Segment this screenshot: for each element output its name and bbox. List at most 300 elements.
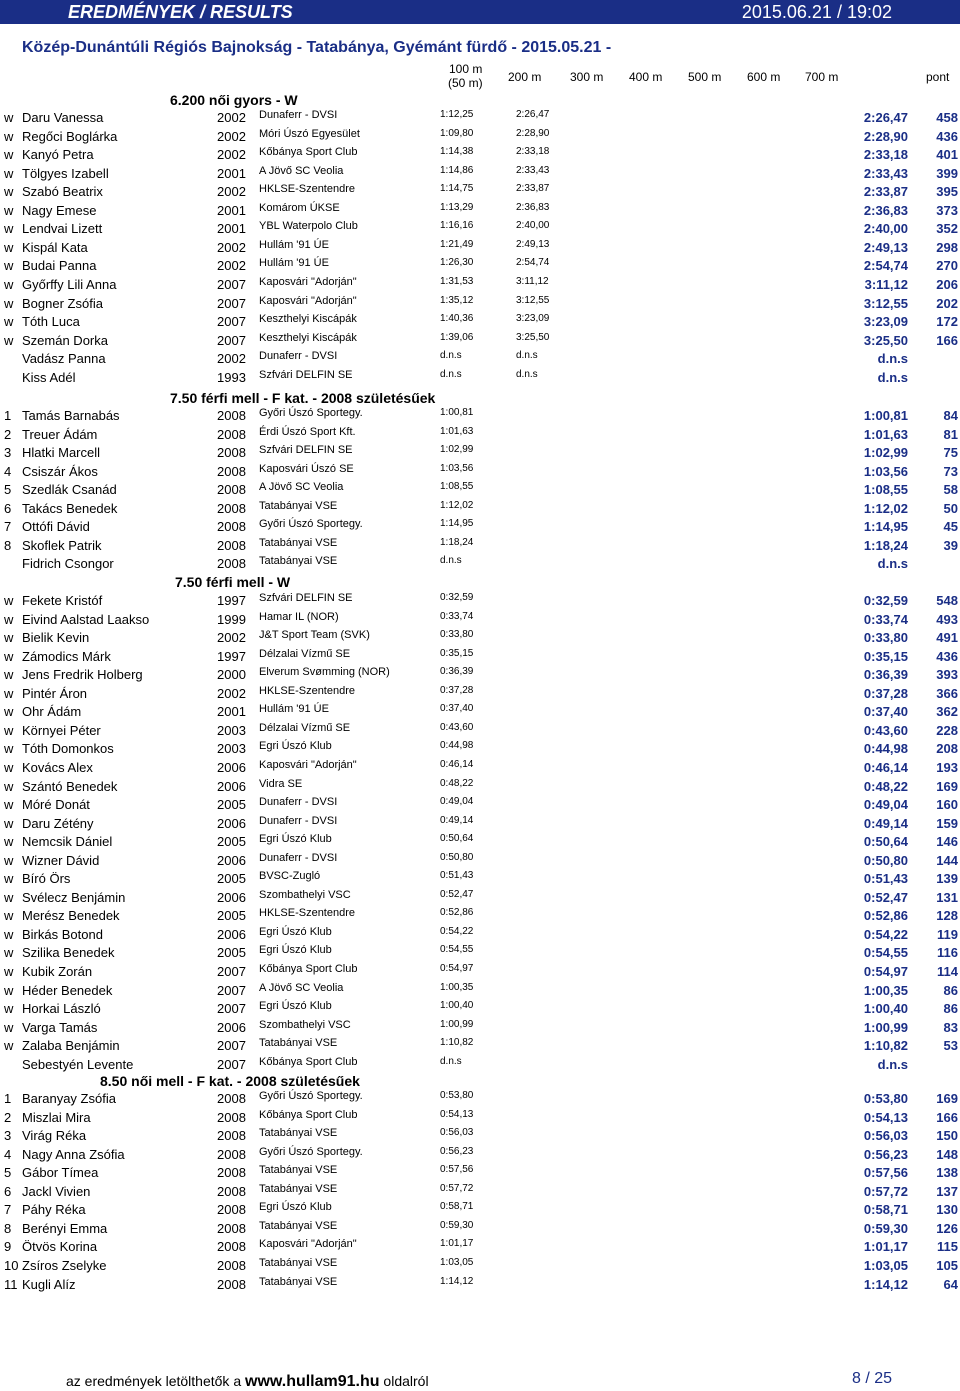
result-rank: 7 — [4, 519, 12, 534]
result-pts: 115 — [937, 1239, 958, 1254]
result-s1: 0:32,59 — [440, 592, 474, 603]
result-club: BVSC-Zugló — [259, 870, 321, 882]
result-rank: w — [4, 945, 14, 960]
result-row — [0, 871, 960, 889]
result-row — [0, 427, 960, 445]
result-time: 1:00,81 — [863, 408, 908, 423]
result-name: Daru Zétény — [22, 816, 94, 831]
column-header-50m: (50 m) — [448, 76, 483, 90]
result-club: Tatabányai VSE — [259, 1164, 338, 1176]
result-pts: 399 — [936, 166, 958, 181]
result-pts: 45 — [943, 519, 958, 534]
result-row — [0, 129, 960, 147]
footer-text-post: oldalról — [379, 1373, 429, 1389]
result-club: Kaposvári "Adorján" — [259, 295, 357, 307]
result-name: Varga Tamás — [22, 1020, 98, 1035]
result-row — [0, 890, 960, 908]
result-club: Vidra SE — [259, 778, 303, 790]
result-row — [0, 314, 960, 332]
result-time: 0:44,98 — [863, 741, 908, 756]
result-s1: d.n.s — [440, 369, 462, 380]
result-time: 1:00,35 — [863, 983, 908, 998]
result-time: 2:33,43 — [863, 166, 908, 181]
result-club: Egri Úszó Klub — [259, 833, 332, 845]
result-s1: 0:54,22 — [440, 926, 474, 937]
result-year: 2002 — [217, 686, 246, 701]
result-row — [0, 501, 960, 519]
result-s1: 0:54,13 — [440, 1109, 474, 1120]
result-year: 2002 — [217, 184, 246, 199]
result-row — [0, 983, 960, 1001]
result-s2: 2:36,83 — [516, 202, 550, 213]
result-row — [0, 1128, 960, 1146]
result-s1: 1:16,16 — [440, 220, 474, 231]
result-s1: 0:35,15 — [440, 648, 474, 659]
result-year: 2008 — [217, 1202, 246, 1217]
result-name: Gábor Tímea — [22, 1165, 99, 1180]
result-row — [0, 927, 960, 945]
result-rank: w — [4, 593, 14, 608]
result-time: 0:56,03 — [863, 1128, 908, 1143]
result-time: 0:37,28 — [863, 686, 908, 701]
result-s1: 0:52,47 — [440, 889, 474, 900]
result-rank: w — [4, 203, 14, 218]
result-name: Szedlák Csanád — [22, 482, 117, 497]
result-s1: 0:54,97 — [440, 963, 474, 974]
result-rank: w — [4, 129, 14, 144]
result-year: 2007 — [217, 983, 246, 998]
result-pts: 270 — [936, 258, 958, 273]
result-s1: 1:00,35 — [440, 982, 474, 993]
result-name: Kovács Alex — [22, 760, 93, 775]
result-time: 0:43,60 — [863, 723, 908, 738]
result-s1: 1:14,75 — [440, 183, 474, 194]
result-year: 2001 — [217, 166, 246, 181]
result-club: Tatabányai VSE — [259, 1220, 338, 1232]
result-rank: 6 — [4, 501, 12, 516]
result-rank: w — [4, 741, 14, 756]
result-rank: 1 — [4, 1091, 12, 1106]
result-club: YBL Waterpolo Club — [259, 220, 358, 232]
result-rank: w — [4, 1001, 14, 1016]
result-club: Kaposvári Úszó SE — [259, 463, 354, 475]
result-time: 0:54,55 — [863, 945, 908, 960]
result-name: Pintér Áron — [22, 686, 88, 701]
result-club: Szfvári DELFIN SE — [259, 369, 353, 381]
result-time: 0:58,71 — [863, 1202, 908, 1217]
result-name: Ottófi Dávid — [22, 519, 90, 534]
result-name: Fidrich Csongor — [22, 556, 114, 571]
result-s1: 1:18,24 — [440, 537, 474, 548]
result-row — [0, 333, 960, 351]
result-name: Budai Panna — [22, 258, 97, 273]
result-rank: w — [4, 704, 14, 719]
result-pts: 373 — [936, 203, 958, 218]
result-row — [0, 1020, 960, 1038]
result-year: 2008 — [217, 1239, 246, 1254]
result-row — [0, 277, 960, 295]
result-club: HKLSE-Szentendre — [259, 685, 355, 697]
result-row — [0, 482, 960, 500]
result-rank: 2 — [4, 1110, 12, 1125]
result-row — [0, 1184, 960, 1202]
result-club: Dunaferr - DVSI — [259, 796, 338, 808]
result-year: 2005 — [217, 871, 246, 886]
result-pts: 131 — [936, 890, 958, 905]
result-s1: 0:44,98 — [440, 740, 474, 751]
result-pts: 53 — [943, 1038, 958, 1053]
result-club: Egri Úszó Klub — [259, 926, 332, 938]
result-time: 0:49,04 — [863, 797, 908, 812]
section-title: 7.50 férfi mell - F kat. - 2008 születésűek — [170, 390, 436, 406]
result-year: 2008 — [217, 482, 246, 497]
result-time: 0:52,47 — [863, 890, 908, 905]
result-club: Tatabányai VSE — [259, 1276, 338, 1288]
result-pts: 169 — [936, 1091, 958, 1106]
result-year: 1999 — [217, 612, 246, 627]
result-row — [0, 816, 960, 834]
result-time: 3:25,50 — [863, 333, 908, 348]
result-pts: 139 — [936, 871, 958, 886]
result-rank: w — [4, 927, 14, 942]
result-name: Jens Fredrik Holberg — [22, 667, 143, 682]
result-s1: 0:59,30 — [440, 1220, 474, 1231]
result-year: 2007 — [217, 1001, 246, 1016]
result-time: 0:49,14 — [863, 816, 908, 831]
result-rank: w — [4, 890, 14, 905]
result-year: 2007 — [217, 333, 246, 348]
section-title: 7.50 férfi mell - W — [175, 574, 291, 590]
result-row — [0, 779, 960, 797]
result-name: Tóth Luca — [22, 314, 80, 329]
result-year: 2005 — [217, 945, 246, 960]
result-s1: 1:13,29 — [440, 202, 474, 213]
result-pts: 362 — [936, 704, 958, 719]
result-s1: 1:00,99 — [440, 1019, 474, 1030]
result-s1: 0:50,80 — [440, 852, 474, 863]
result-year: 2007 — [217, 277, 246, 292]
result-time: 0:33,80 — [863, 630, 908, 645]
result-name: Kispál Kata — [22, 240, 88, 255]
result-year: 2007 — [217, 964, 246, 979]
result-club: Délzalai Vízmű SE — [259, 648, 351, 660]
result-pts: 144 — [936, 853, 958, 868]
result-row — [0, 1221, 960, 1239]
result-rank: w — [4, 723, 14, 738]
result-s2: 2:33,18 — [516, 146, 550, 157]
result-row — [0, 1239, 960, 1257]
result-rank: 1 — [4, 408, 12, 423]
result-rank: w — [4, 221, 14, 236]
result-pts: 166 — [936, 1110, 958, 1125]
result-year: 2002 — [217, 110, 246, 125]
result-s1: 0:57,56 — [440, 1164, 474, 1175]
result-year: 2001 — [217, 704, 246, 719]
result-s1: 1:40,36 — [440, 313, 474, 324]
result-rank: 6 — [4, 1184, 12, 1199]
result-club: A Jövő SC Veolia — [259, 165, 344, 177]
result-s1: 0:37,28 — [440, 685, 474, 696]
result-year: 2008 — [217, 1110, 246, 1125]
result-year: 2002 — [217, 240, 246, 255]
result-row — [0, 649, 960, 667]
result-name: Kugli Alíz — [22, 1277, 76, 1292]
column-header-points: pont — [926, 70, 950, 84]
result-row — [0, 686, 960, 704]
result-row — [0, 519, 960, 537]
result-name: Tamás Barnabás — [22, 408, 120, 423]
result-pts: 119 — [937, 927, 958, 942]
result-year: 1997 — [217, 593, 246, 608]
result-time: 2:54,74 — [863, 258, 908, 273]
result-rank: w — [4, 166, 14, 181]
result-club: Érdi Úszó Sport Kft. — [259, 426, 356, 438]
result-pts: 548 — [936, 593, 958, 608]
result-time: 1:03,05 — [863, 1258, 908, 1273]
result-s1: 0:51,43 — [440, 870, 474, 881]
result-time: 0:46,14 — [863, 760, 908, 775]
result-s2: 3:23,09 — [516, 313, 550, 324]
result-pts: 493 — [936, 612, 958, 627]
result-club: Győri Úszó Sportegy. — [259, 1090, 363, 1102]
result-time: 0:53,80 — [863, 1091, 908, 1106]
result-s1: 1:02,99 — [440, 444, 474, 455]
result-row — [0, 945, 960, 963]
result-row — [0, 834, 960, 852]
result-name: Wizner Dávid — [22, 853, 100, 868]
result-time: d.n.s — [877, 351, 908, 366]
result-rank: 4 — [4, 464, 12, 479]
result-name: Miszlai Mira — [22, 1110, 91, 1125]
result-name: Környei Péter — [22, 723, 101, 738]
result-name: Szabó Beatrix — [22, 184, 103, 199]
result-rank: w — [4, 1038, 14, 1053]
result-pts: 169 — [936, 779, 958, 794]
result-pts: 352 — [936, 221, 958, 236]
result-pts: 50 — [943, 501, 958, 516]
result-name: Zámodics Márk — [22, 649, 111, 664]
result-club: Tatabányai VSE — [259, 537, 338, 549]
result-time: d.n.s — [877, 1057, 908, 1072]
result-row — [0, 203, 960, 221]
result-row — [0, 221, 960, 239]
result-year: 2006 — [217, 816, 246, 831]
result-row — [0, 1001, 960, 1019]
result-club: Egri Úszó Klub — [259, 1000, 332, 1012]
result-s1: 1:00,81 — [440, 407, 474, 418]
result-year: 2006 — [217, 760, 246, 775]
result-year: 2008 — [217, 1147, 246, 1162]
result-name: Szilika Benedek — [22, 945, 115, 960]
result-name: Jackl Vivien — [22, 1184, 91, 1199]
section-title: 6.200 női gyors - W — [170, 92, 298, 108]
result-rank: w — [4, 296, 14, 311]
result-club: HKLSE-Szentendre — [259, 907, 355, 919]
result-rank: w — [4, 1020, 14, 1035]
result-club: Kőbánya Sport Club — [259, 1056, 358, 1068]
result-time: 3:23,09 — [863, 314, 908, 329]
result-rank: 5 — [4, 482, 12, 497]
result-s2: 3:25,50 — [516, 332, 550, 343]
result-pts: 146 — [936, 834, 958, 849]
result-club: Hamar IL (NOR) — [259, 611, 339, 623]
footer-link[interactable]: www.hullam91.hu — [245, 1373, 380, 1390]
result-pts: 436 — [936, 649, 958, 664]
result-pts: 126 — [936, 1221, 958, 1236]
result-time: 0:35,15 — [863, 649, 908, 664]
result-rank: w — [4, 853, 14, 868]
result-pts: 148 — [936, 1147, 958, 1162]
result-pts: 83 — [943, 1020, 958, 1035]
result-club: Győri Úszó Sportegy. — [259, 407, 363, 419]
result-rank: w — [4, 333, 14, 348]
result-s1: d.n.s — [440, 555, 462, 566]
result-name: Regőci Boglárka — [22, 129, 118, 144]
result-year: 2003 — [217, 741, 246, 756]
result-year: 1997 — [217, 649, 246, 664]
result-row — [0, 351, 960, 369]
result-club: Győri Úszó Sportegy. — [259, 518, 363, 530]
result-name: Tölgyes Izabell — [22, 166, 109, 181]
result-club: Szombathelyi VSC — [259, 1019, 351, 1031]
result-time: 2:40,00 — [863, 221, 908, 236]
header-bar — [0, 0, 960, 24]
result-row — [0, 556, 960, 574]
footer-text-pre: az eredmények letölthetők a — [66, 1373, 245, 1389]
result-time: 1:00,99 — [863, 1020, 908, 1035]
result-rank: w — [4, 667, 14, 682]
result-club: Kaposvári "Adorján" — [259, 759, 357, 771]
result-pts: 58 — [943, 482, 958, 497]
result-name: Bíró Örs — [22, 871, 71, 886]
result-time: 0:59,30 — [863, 1221, 908, 1236]
result-time: 0:50,80 — [863, 853, 908, 868]
result-row — [0, 908, 960, 926]
result-name: Nemcsik Dániel — [22, 834, 113, 849]
result-time: d.n.s — [877, 370, 908, 385]
result-year: 2008 — [217, 1184, 246, 1199]
result-year: 2008 — [217, 445, 246, 460]
result-name: Takács Benedek — [22, 501, 118, 516]
footer-note — [66, 1373, 429, 1391]
result-s1: 1:39,06 — [440, 332, 474, 343]
result-name: Virág Réka — [22, 1128, 87, 1143]
result-row — [0, 612, 960, 630]
result-year: 2007 — [217, 1038, 246, 1053]
result-time: 2:33,87 — [863, 184, 908, 199]
result-name: Svélecz Benjámin — [22, 890, 126, 905]
result-time: 2:36,83 — [863, 203, 908, 218]
result-name: Daru Vanessa — [22, 110, 104, 125]
result-s1: 0:56,03 — [440, 1127, 474, 1138]
result-year: 2001 — [217, 203, 246, 218]
result-pts: 150 — [936, 1128, 958, 1143]
result-time: 2:33,18 — [863, 147, 908, 162]
result-time: 2:28,90 — [863, 129, 908, 144]
result-s1: 0:50,64 — [440, 833, 474, 844]
result-rank: w — [4, 184, 14, 199]
result-name: Győrffy Lili Anna — [22, 277, 117, 292]
result-time: 1:03,56 — [863, 464, 908, 479]
result-s1: d.n.s — [440, 1056, 462, 1067]
result-year: 2006 — [217, 1020, 246, 1035]
result-pts: 298 — [936, 240, 958, 255]
result-name: Fekete Kristóf — [22, 593, 103, 608]
result-club: Délzalai Vízmű SE — [259, 722, 351, 734]
result-club: Elverum Svømming (NOR) — [259, 666, 390, 678]
result-row — [0, 1165, 960, 1183]
result-row — [0, 723, 960, 741]
result-club: Tatabányai VSE — [259, 1127, 338, 1139]
result-s1: 1:03,56 — [440, 463, 474, 474]
result-year: 2005 — [217, 908, 246, 923]
result-pts: 228 — [936, 723, 958, 738]
result-row — [0, 147, 960, 165]
result-year: 2008 — [217, 464, 246, 479]
result-name: Berényi Emma — [22, 1221, 108, 1236]
result-s1: 1:10,82 — [440, 1037, 474, 1048]
result-rank: 9 — [4, 1239, 12, 1254]
result-pts: 64 — [943, 1277, 958, 1292]
result-year: 2008 — [217, 556, 246, 571]
result-pts: 105 — [936, 1258, 958, 1273]
result-pts: 130 — [936, 1202, 958, 1217]
result-row — [0, 704, 960, 722]
result-year: 2002 — [217, 147, 246, 162]
result-year: 2002 — [217, 630, 246, 645]
result-pts: 114 — [937, 964, 958, 979]
result-s1: 0:54,55 — [440, 944, 474, 955]
result-s2: 2:33,87 — [516, 183, 550, 194]
result-time: 1:10,82 — [863, 1038, 908, 1053]
competition-title: Közép-Dunántúli Régiós Bajnokság - Tatabánya, Gyémánt fürdő - 2015.05.21 - — [22, 39, 612, 56]
result-year: 2008 — [217, 408, 246, 423]
result-row — [0, 296, 960, 314]
result-name: Héder Benedek — [22, 983, 113, 998]
result-name: Szemán Dorka — [22, 333, 108, 348]
result-name: Sebestyén Levente — [22, 1057, 134, 1072]
result-club: Hullám '91 ÚE — [259, 257, 329, 269]
result-club: Tatabányai VSE — [259, 1183, 338, 1195]
result-rank: 8 — [4, 538, 12, 553]
result-year: 2007 — [217, 1057, 246, 1072]
result-time: 1:02,99 — [863, 445, 908, 460]
result-name: Bielik Kevin — [22, 630, 90, 645]
result-time: 0:57,56 — [863, 1165, 908, 1180]
result-rank: w — [4, 908, 14, 923]
result-row — [0, 630, 960, 648]
result-row — [0, 110, 960, 128]
result-year: 2007 — [217, 296, 246, 311]
result-club: Hullám '91 ÚE — [259, 239, 329, 251]
result-time: d.n.s — [877, 556, 908, 571]
result-club: Keszthelyi Kiscápák — [259, 332, 357, 344]
result-club: Tatabányai VSE — [259, 500, 338, 512]
result-rank: 3 — [4, 445, 12, 460]
result-club: A Jövő SC Veolia — [259, 481, 344, 493]
result-club: A Jövő SC Veolia — [259, 982, 344, 994]
result-s1: 0:57,72 — [440, 1183, 474, 1194]
result-pts: 458 — [936, 110, 958, 125]
result-rank: w — [4, 816, 14, 831]
result-pts: 73 — [943, 464, 958, 479]
result-s1: 1:14,86 — [440, 165, 474, 176]
result-time: 1:01,17 — [863, 1239, 908, 1254]
result-time: 0:33,74 — [863, 612, 908, 627]
result-rank: w — [4, 983, 14, 998]
result-s2: 3:11,12 — [516, 276, 549, 287]
result-time: 3:11,12 — [864, 277, 908, 292]
